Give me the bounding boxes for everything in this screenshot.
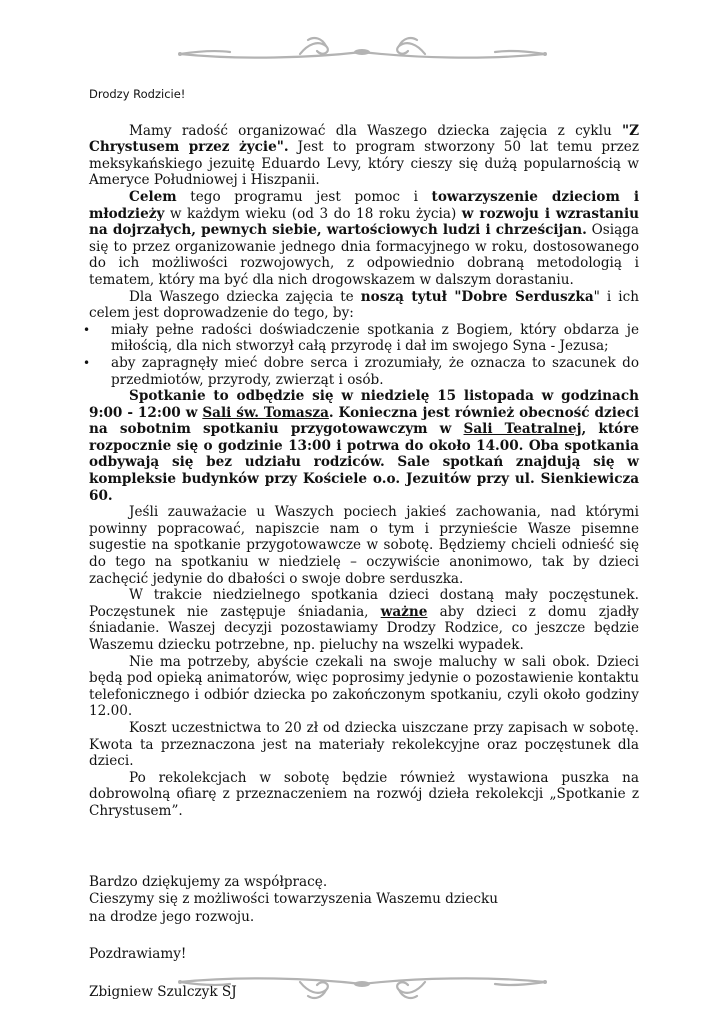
closing-regards: Pozdrawiamy! (89, 946, 187, 963)
paragraph-snack: W trakcie niedzielnego spotkania dzieci dostaną mały poczęstunek. Poczęstunek nie zastępuje śniadania, ważne aby dzieci z domu zjadły śniadanie. Waszej decyzji pozostawiamy Drodzy Rodzice, co jeszcze będzie Waszemu dziecku potrzebne, np. pieluchy na wszelki wypadek. (89, 587, 639, 653)
top-ornament (0, 30, 725, 70)
paragraph-suggestions: Jeśli zauważacie u Waszych pociech jakieś zachowania, nad którymi powinny popracować, napiszcie nam o tym i przynieście Wasze pisemne sugestie na spotkanie przygotowawcze w sobotę. Będziemy chcieli odnieść się do tego na spotkaniu w niedzielę – oczywiście anonimowo, tak by dzieci zachęcić jedynie do dbałości o swoje dobre serduszka. (89, 504, 639, 587)
paragraph-cost: Koszt uczestnictwa to 20 zł od dziecka uiszczane przy zapisach w sobotę. Kwota ta przeznaczona jest na materiały rekolekcyjne oraz poczęstunek dla dzieci. (89, 719, 639, 770)
list-item: • miały pełne radości doświadczenie spotkania z Bogiem, który obdarza je miłością, dla nich stworzył całą przyrodę i dał im swojego Syna - Jezusa; (89, 322, 639, 355)
signature: Zbigniew Szulczyk SJ (89, 983, 237, 1000)
list-item: • aby zapragnęły mieć dobre serca i zrozumiały, że oznacza to szacunek do przedmiotów, przyrody, zwierząt i osób. (89, 355, 639, 388)
paragraph-title: Dla Waszego dziecka zajęcia te noszą tytuł "Dobre Serduszka" i ich celem jest doprowadzenie do tego, by: (89, 288, 639, 322)
closing-line: Cieszymy się z możliwości towarzyszenia Waszemu dziecku (89, 891, 499, 908)
paragraph-pickup: Nie ma potrzeby, abyście czekali na swoje maluchy w sali obok. Dzieci będą pod opieką animatorów, więc poprosimy jedynie o pozostawienie kontaktu telefonicznego i odbiór dziecka po zakończonym spotkaniu, czyli około godziny 12.00. (89, 653, 639, 720)
paragraph-schedule: Spotkanie to odbędzie się w niedzielę 15 listopada w godzinach 9:00 - 12:00 w Sali św. Tomasza. Konieczna jest również obecność dzieci na sobotnim spotkaniu przygotowawczym w Sali Teatralnej, które rozpocznie się o godzinie 13:00 i potrwa do około 14.00. Oba spotkania odbywają się bez udziału rodziców. Sale spotkań znajdują się w kompleksie budynków przy Kościele o.o. Jezuitów przy ul. Sienkiewicza 60. (89, 388, 640, 504)
paragraph-intro: Mamy radość organizować dla Waszego dziecka zajęcia z cyklu "Z Chrystusem przez życie". Jest to program stworzony 50 lat temu przez meksykańskiego jezuitę Eduardo Levy, który cieszy się dużą popularnością w Ameryce Południowej i Hiszpanii. (89, 122, 640, 189)
goals-list (89, 322, 639, 388)
greeting: Drodzy Rodzicie! (89, 87, 186, 101)
paragraph-goal: Celem tego programu jest pomoc i towarzyszenie dzieciom i młodzieży w każdym wieku (od 3 do 18 roku życia) w rozwoju i wzrastaniu na dojrzałych, pewnych siebie, wartościowych ludzi i chrześcijan. Osiąga się to przez organizowanie jednego dnia formacyjnego w roku, dostosowanego do ich możliwości rozwojowych, z odpowiednio dobraną metodologią i tematem, który ma być dla nich drogowskazem w dalszym dorastaniu. (89, 188, 639, 288)
closing-thanks: Bardzo dziękujemy za współpracę. (89, 873, 328, 890)
closing-line: na drodze jego rozwoju. (89, 908, 255, 925)
paragraph-donation: Po rekolekcjach w sobotę będzie również wystawiona puszka na dobrowolną ofiarę z przeznaczeniem na rozwój dzieła rekolekcji „Spotkanie z Chrystusem”. (89, 769, 639, 819)
bottom-ornament (0, 966, 725, 1006)
letter-body (89, 86, 639, 1001)
